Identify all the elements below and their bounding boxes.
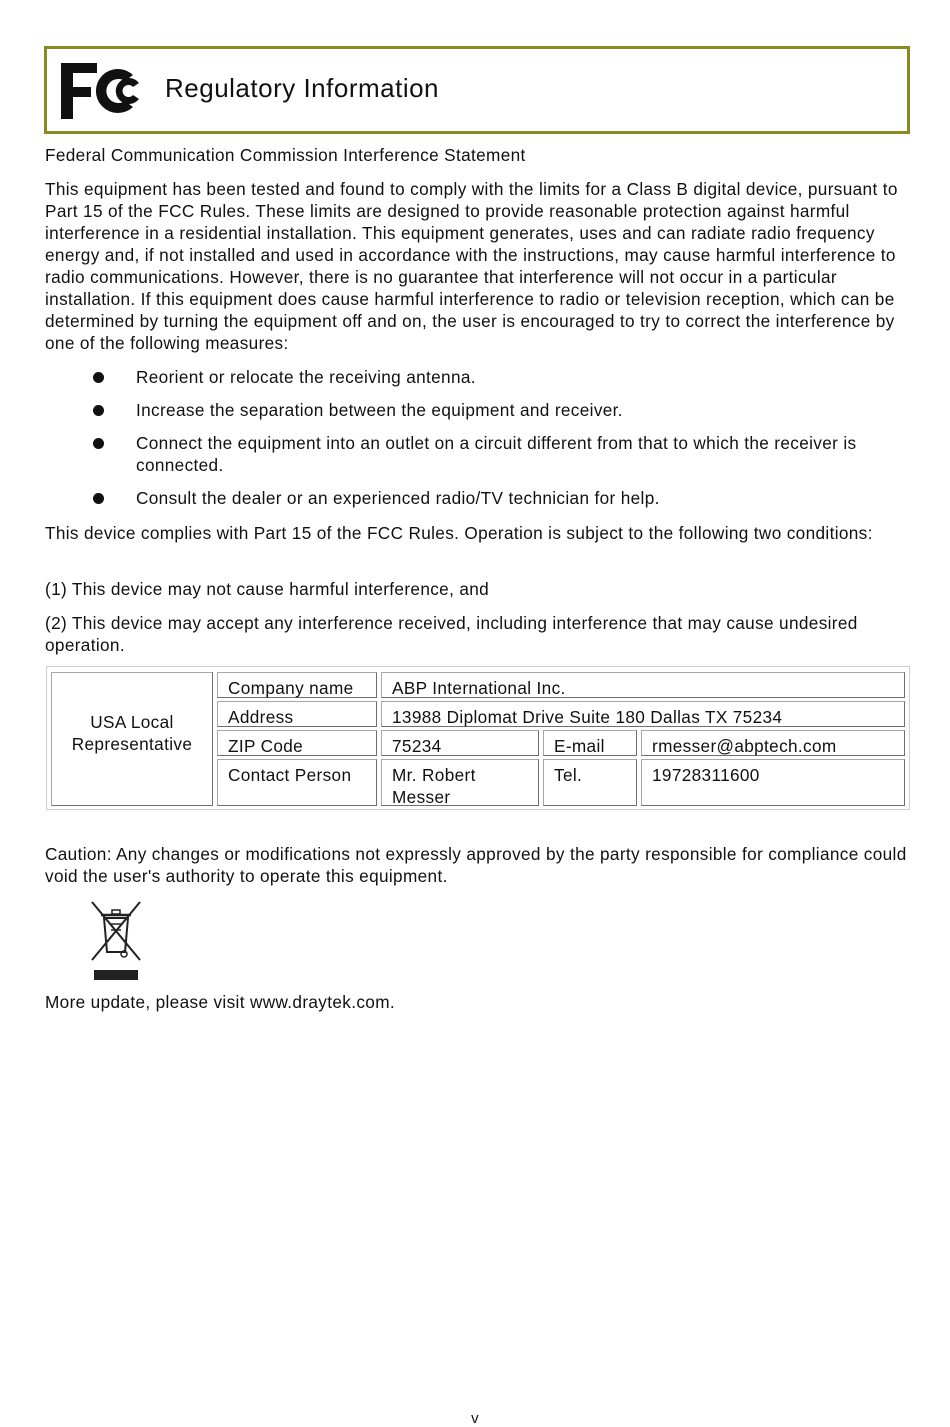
interference-paragraph: This equipment has been tested and found to comply with the limits for a Class B digital device, pursuant to Part 15 of the FCC Rules. These limits are designed to provide reasonable protection against harmful interference in a residential installation. This equipment generates, uses and can radiate radio frequency energy and, if not installed and used in accordance with the instructions, may cause harmful interference to radio communications. However, there is no guarantee that interference will not occur in a particular installation. If this equipment does cause harmful interference to radio or television reception, which can be determined by turning the equipment off and on, the user is encouraged to try to correct the interference by one of the following measures: (45, 179, 898, 353)
list-item: Connect the equipment into an outlet on a circuit different from that to which the receiver is connected. (45, 432, 911, 476)
zip-code-label: ZIP Code (217, 730, 377, 756)
page-title: Regulatory Information (165, 73, 440, 103)
contact-person-label: Contact Person (217, 759, 377, 806)
crossed-out-wheelie-bin-icon (88, 898, 144, 982)
header-box (44, 46, 910, 134)
address-label: Address (217, 701, 377, 727)
condition-1: (1) This device may not cause harmful interference, and (45, 579, 490, 599)
tel-label: Tel. (543, 759, 637, 806)
caution-text: Caution: Any changes or modifications not expressly approved by the party responsible for compliance could void the user's authority to operate this equipment. (45, 844, 907, 886)
company-name-value: ABP International Inc. (381, 672, 905, 698)
email-label: E-mail (543, 730, 637, 756)
tel-value: 19728311600 (641, 759, 905, 806)
section-heading: Federal Communication Commission Interference Statement (45, 145, 526, 165)
representative-label: USA Local Representative (51, 672, 213, 806)
representative-table (46, 666, 910, 810)
condition-2: (2) This device may accept any interference received, including interference that may cause undesired operation. (45, 613, 858, 655)
list-item: Consult the dealer or an experienced radio/TV technician for help. (45, 487, 911, 509)
measures-list (45, 366, 911, 520)
compliance-paragraph: This device complies with Part 15 of the FCC Rules. Operation is subject to the following two conditions: (45, 523, 873, 543)
zip-code-value: 75234 (381, 730, 539, 756)
fcc-logo-icon (59, 61, 143, 121)
more-update-text: More update, please visit www.draytek.com. (45, 992, 395, 1012)
email-value: rmesser@abptech.com (641, 730, 905, 756)
bullet-icon (93, 405, 104, 416)
bullet-icon (93, 493, 104, 504)
list-item: Reorient or relocate the receiving antenna. (45, 366, 911, 388)
company-name-label: Company name (217, 672, 377, 698)
address-value: 13988 Diplomat Drive Suite 180 Dallas TX 75234 (381, 701, 905, 727)
contact-person-value: Mr. Robert Messer (381, 759, 539, 806)
bullet-icon (93, 372, 104, 383)
bullet-icon (93, 438, 104, 449)
page-number: v (471, 1410, 479, 1427)
list-item: Increase the separation between the equipment and receiver. (45, 399, 911, 421)
